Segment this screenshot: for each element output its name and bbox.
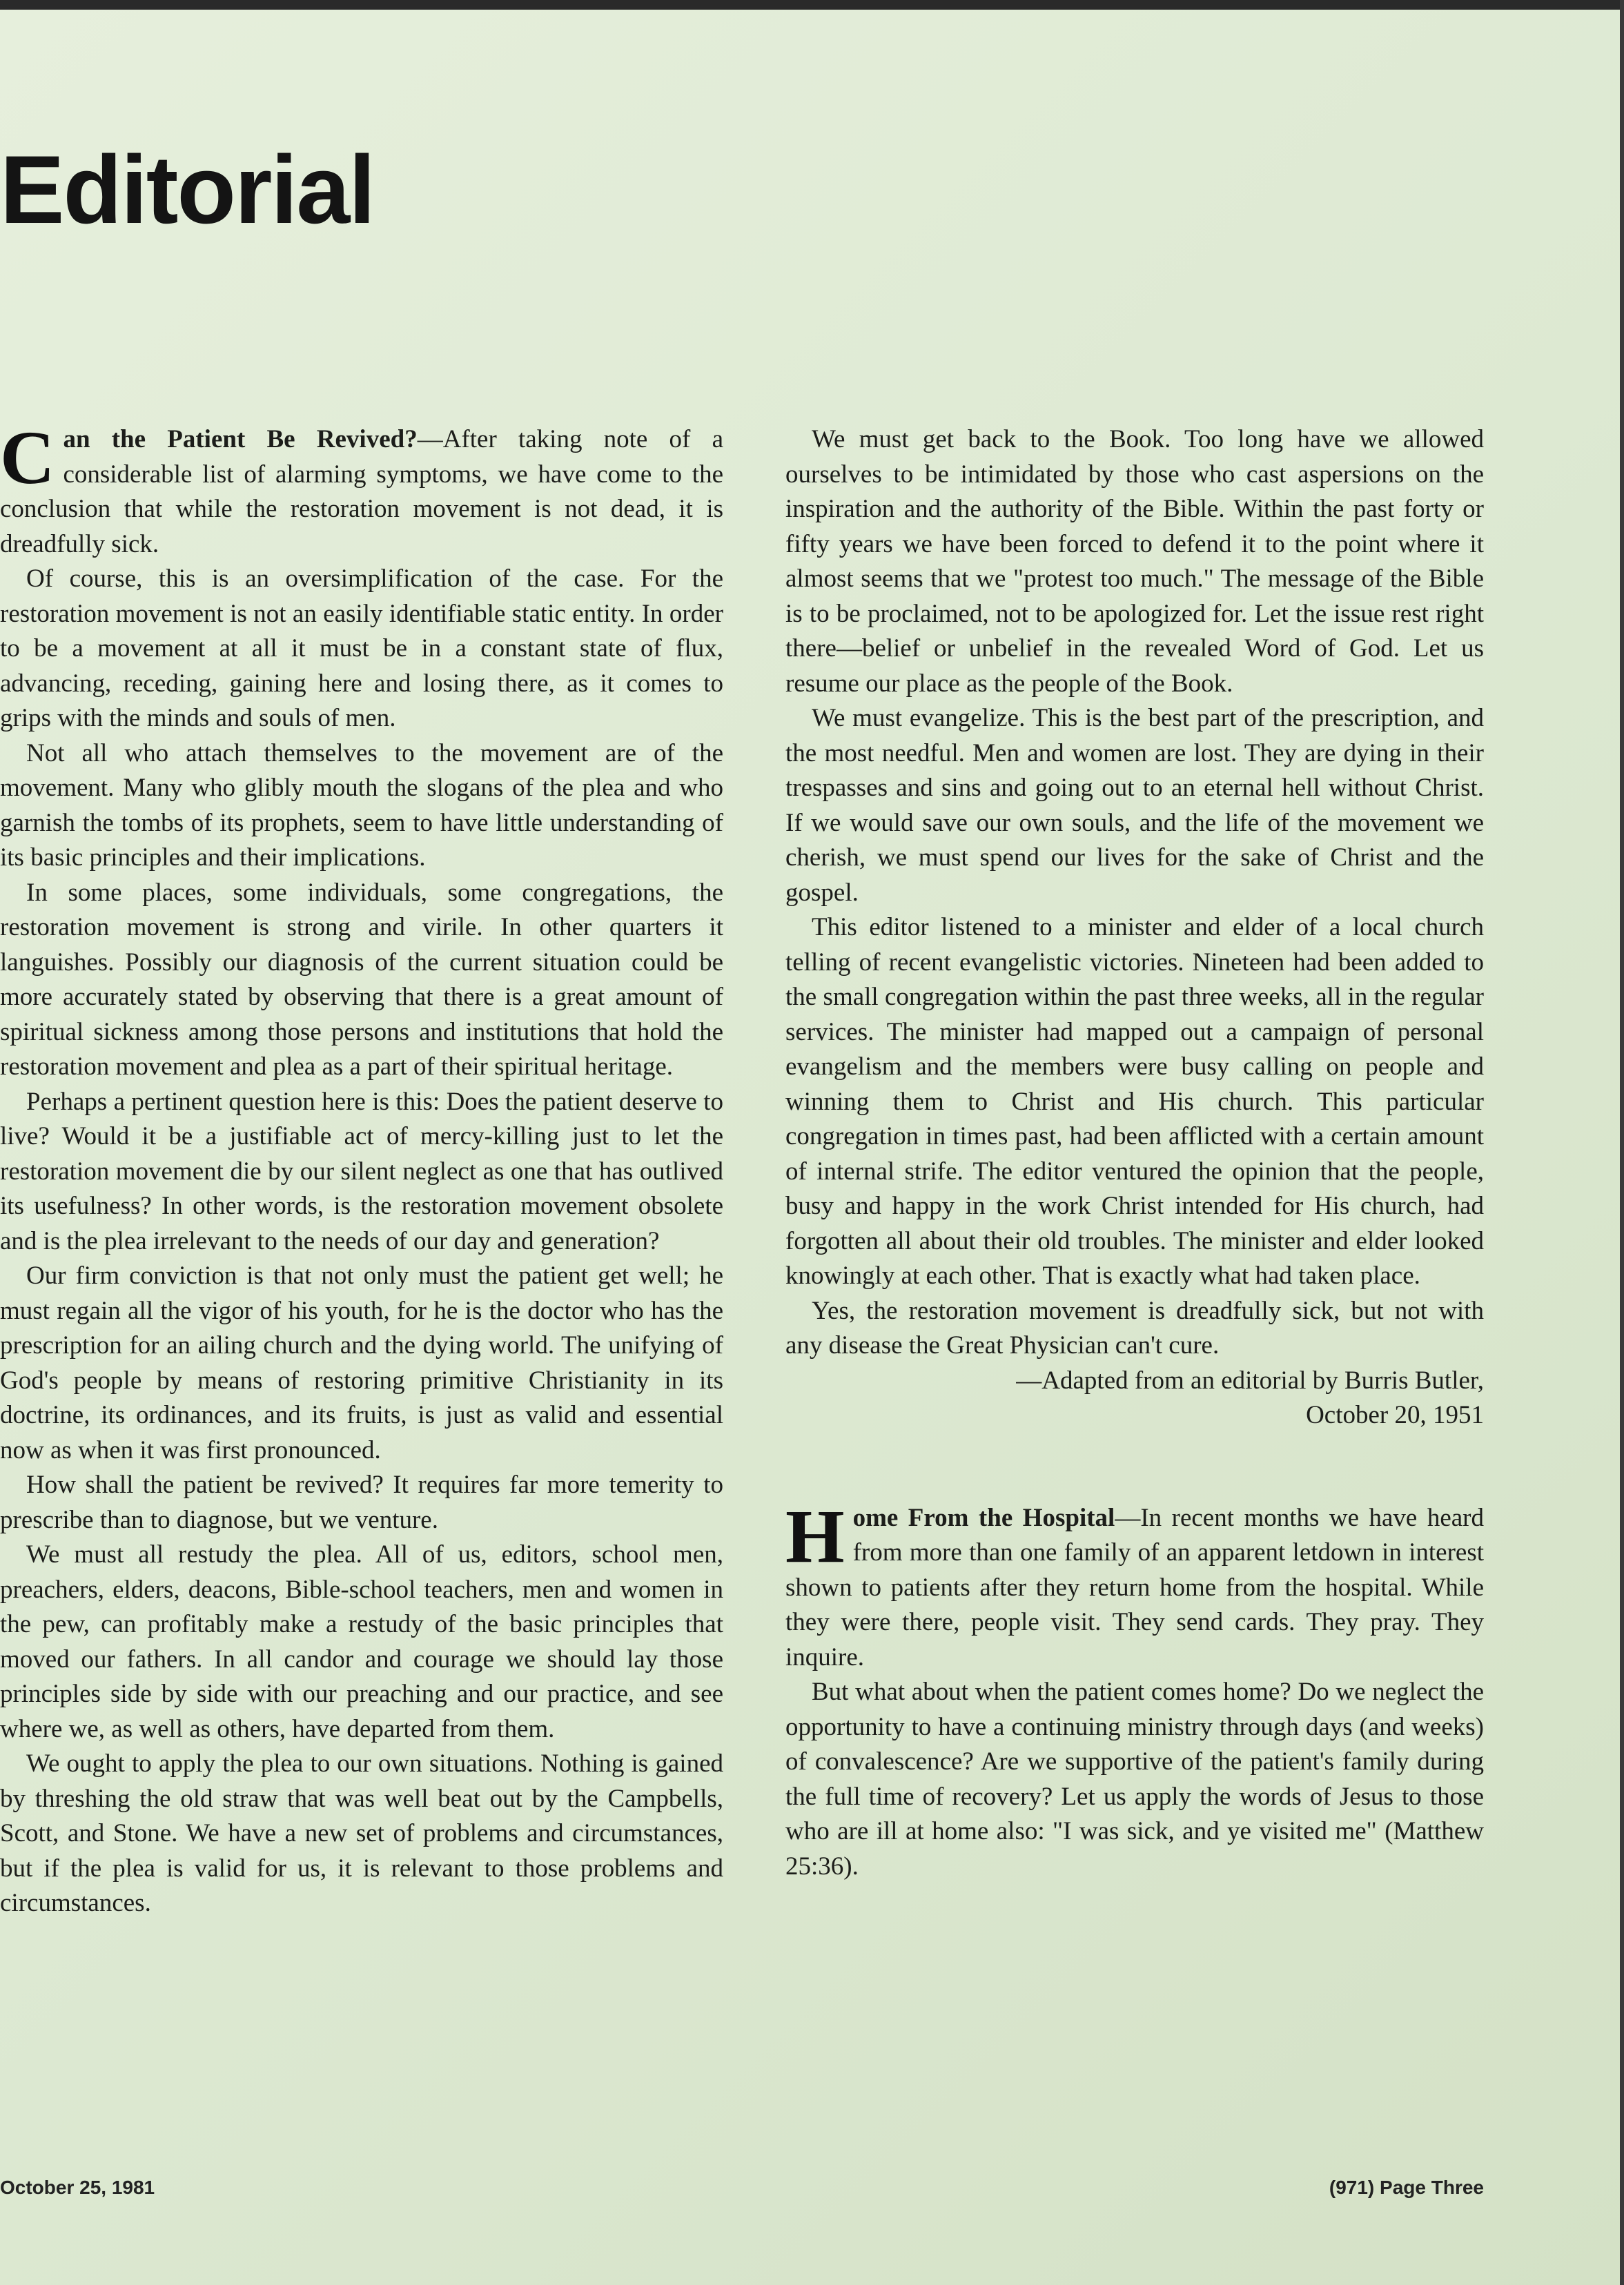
article1-para-9: We ought to apply the plea to our own situations. Nothing is gained by threshing the old straw that was well beat out by the Campbells, Scott, and Stone. We have a new set of problems and circumstances, but if the plea is valid for us, it is relevant to those problems and circumstances. xyxy=(0,1749,723,1917)
article2-title: ome From the Hospital xyxy=(852,1503,1115,1532)
page-heading: Editorial xyxy=(0,135,375,244)
article2-dropcap: H xyxy=(785,1493,845,1578)
article1-para-2: Of course, this is an oversimplification of the case. For the restoration movement is not an easily identifiable static entity. In order to be a movement at all it must be in a constant state of flux, advancing, receding, gaining here and losing there, as it comes to grips with the minds and souls of men. xyxy=(0,565,723,732)
article1-dropcap: C xyxy=(0,415,55,500)
article1-para-5: Perhaps a pertinent question here is this: Does the patient deserve to live? Would it be a justifiable act of mercy-killing just to let the restoration movement die by our silent neglect as one that has outlived its usefulness? In other words, is the restoration movement obsolete and is the plea irrelevant to the needs of our day and generation? xyxy=(0,1087,723,1255)
article2-para-1: Home From the Hospital—In recent months we have heard from more than one family of an apparent letdown in interest shown to patients after they return home from the hospital. While they were there, people visit. They send cards. They pray. They inquire. xyxy=(785,1493,1484,1671)
article-separator xyxy=(785,1433,1484,1501)
article1-para-4: In some places, some individuals, some congregations, the restoration movement is strong and virile. In other quarters it languishes. Possibly our diagnosis of the current situation could be more accurately stated by observing that there is a great amount of spiritual sickness among those persons and institutions that hold the restoration movement and plea as a part of their spiritual heritage. xyxy=(0,878,723,1081)
article1-title: an the Patient Be Revived? xyxy=(63,425,418,453)
article1-signature-line1: —Adapted from an editorial by Burris Butler, xyxy=(1016,1366,1484,1395)
article1-para-8: We must all restudy the plea. All of us, editors, school men, preachers, elders, deacons, Bible-school teachers, men and women in the pew, can profitably make a restudy of the basic principles that moved our fathers. In all candor and courage we should lay those principles side by side with our preaching and our practice, and see where we, as well as others, have departed from them. xyxy=(0,1540,723,1743)
article2-para-2: But what about when the patient comes home? Do we neglect the opportunity to have a continuing ministry through days (and weeks) of convalescence? Are we supportive of the patient's family during the full time of recovery? Let us apply the words of Jesus to those who are ill at home also: "I was sick, and ye visited me" (Matthew 25:36). xyxy=(785,1678,1484,1881)
article1-para-11: We must evangelize. This is the best part of the prescription, and the most needful. Men and women are lost. They are dying in their trespasses and sins and going out to an eternal hell without Christ. If we would save our own souls, and the life of the movement we cherish, we must spend our lives for the sake of Christ and the gospel. xyxy=(785,704,1484,907)
article1-para-12: This editor listened to a minister and elder of a local church telling of recent evangelistic victories. Nineteen had been added to the small congregation within the past three weeks, all in the regular services. The minister had mapped out a campaign of personal evangelism and the members were busy calling on people and winning them to Christ and His church. This particular congregation in times past, had been afflicted with a certain amount of internal strife. The editor ventured the opinion that the people, busy and happy in the work Christ intended for His church, had forgotten all about their old troubles. The minister and elder looked knowingly at each other. That is exactly what had taken place. xyxy=(785,913,1484,1290)
left-column xyxy=(0,415,723,1921)
right-column xyxy=(785,422,1484,1884)
footer-date: October 25, 1981 xyxy=(0,2177,155,2198)
footer-page-number: (971) Page Three xyxy=(1329,2177,1484,2198)
article1-signature-line2: October 20, 1951 xyxy=(1306,1401,1484,1429)
right-edge xyxy=(1620,0,1624,2285)
top-edge xyxy=(0,0,1624,10)
article1-para-1: Can the Patient Be Revived?—After taking note of a considerable list of alarming symptoms, we have come to the conclusion that while the restoration movement is not dead, it is dreadfully sick. xyxy=(0,415,723,558)
article1-para-13: Yes, the restoration movement is dreadfully sick, but not with any disease the Great Physician can't cure. xyxy=(785,1296,1484,1360)
article1-para-6: Our firm conviction is that not only must the patient get well; he must regain all the vigor of his youth, for he is the doctor who has the prescription for an ailing church and the dying world. The unifying of God's people by means of restoring primitive Christianity in its doctrine, its ordinances, and its fruits, is just as valid and essential now as when it was first pronounced. xyxy=(0,1262,723,1464)
article1-para-10: We must get back to the Book. Too long have we allowed ourselves to be intimidated by those who cast aspersions on the inspiration and the authority of the Bible. Within the past forty or fifty years we have been forced to defend it to the point where it almost seems that we "protest too much." The message of the Bible is to be proclaimed, not to be apologized for. Let the issue rest right there—belief or unbelief in the revealed Word of God. Let us resume our place as the people of the Book. xyxy=(785,425,1484,698)
article1-para-3: Not all who attach themselves to the movement are of the movement. Many who glibly mouth the slogans of the plea and who garnish the tombs of its prophets, seem to have little understanding of its basic principles and their implications. xyxy=(0,738,723,872)
article1-para-7: How shall the patient be revived? It requires far more temerity to prescribe than to diagnose, but we venture. xyxy=(0,1471,723,1534)
